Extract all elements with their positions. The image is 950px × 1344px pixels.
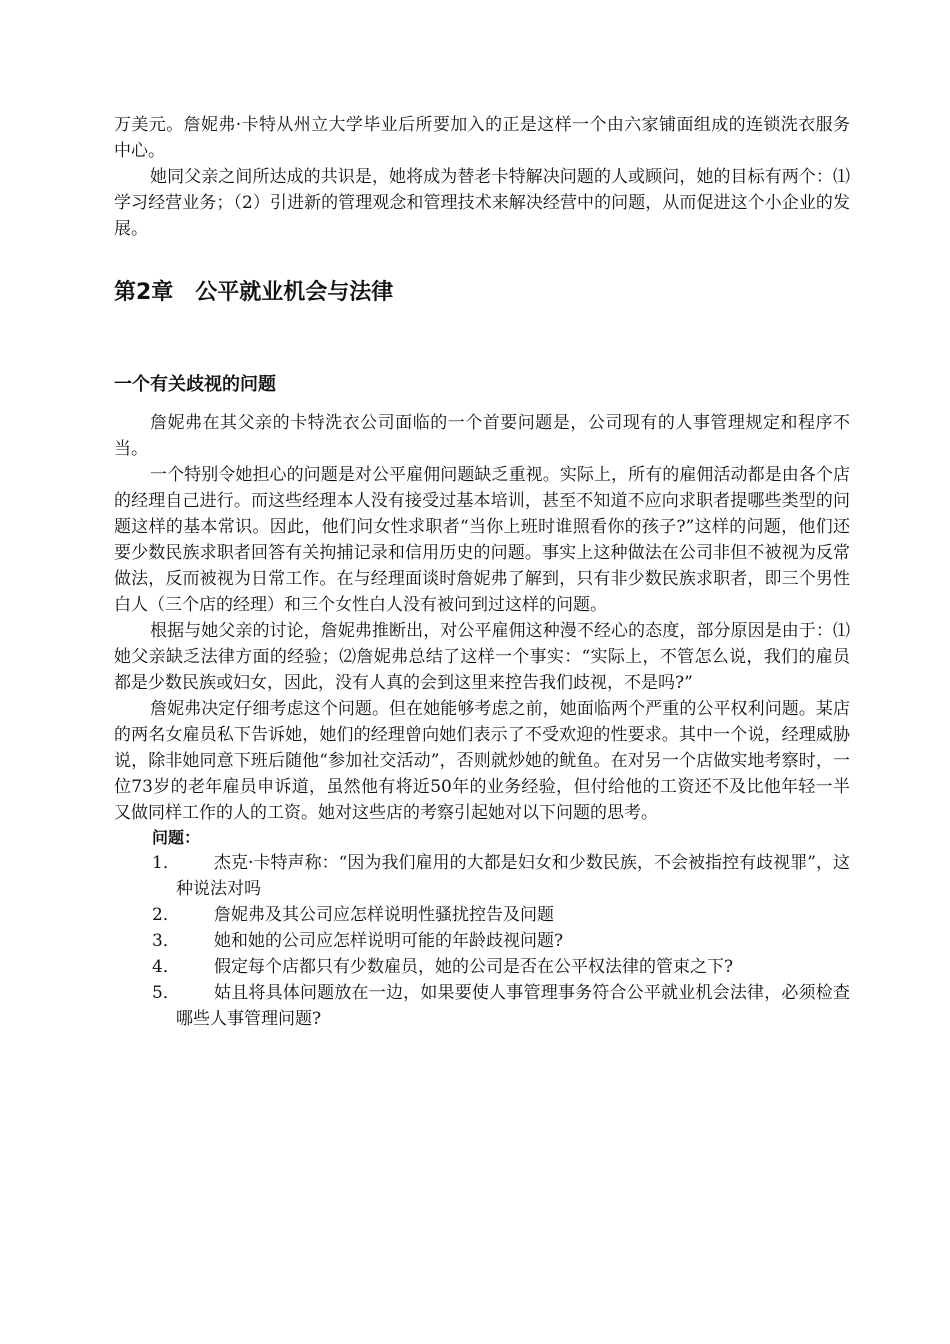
questions-heading: 问题： — [152, 828, 201, 847]
question-text: 假定每个店都只有少数雇员，她的公司是否在公平权法律的管束之下? — [214, 957, 734, 977]
question-text: 詹妮弗及其公司应怎样说明性骚扰控告及问题 — [214, 905, 554, 925]
question-number: 4． — [152, 957, 180, 977]
question-number: 3． — [152, 931, 180, 951]
question-item — [114, 902, 850, 928]
body-paragraph: 一个特别令她担心的问题是对公平雇佣问题缺乏重视。实际上，所有的雇佣活动都是由各个店的经理自己进行。而这些经理本人没有接受过基本培训，甚至不知道不应向求职者提哪些类型的问题这样的基本常识。因此，他们问女性求职者“当你上班时谁照看你的孩子?”这样的问题，他们还要少数民族求职者回答有关拘捕记录和信用历史的问题。事实上这种做法在公司非但不被视为反常做法，反而被视为日常工作。在与经理面谈时詹妮弗了解到，只有非少数民族求职者，即三个男性白人（三个店的经理）和三个女性白人没有被问到过这样的问题。 — [114, 465, 850, 615]
question-text: 她和她的公司应怎样说明可能的年龄歧视问题? — [214, 931, 564, 951]
body-paragraph: 詹妮弗在其父亲的卡特洗衣公司面临的一个首要问题是，公司现有的人事管理规定和程序不当。 — [114, 413, 850, 459]
intro-paragraph-2: 她同父亲之间所达成的共识是，她将成为替老卡特解决问题的人或顾问，她的目标有两个：⑴学习经营业务；（2）引进新的管理观念和管理技术来解决经营中的问题，从而促进这个小企业的发展。 — [114, 167, 850, 239]
section-title: 一个有关歧视的问题 — [114, 374, 276, 395]
document-page — [114, 112, 850, 1032]
question-number: 5． — [152, 983, 180, 1003]
intro-paragraph-1: 万美元。詹妮弗·卡特从州立大学毕业后所要加入的正是这样一个由六家铺面组成的连锁洗衣服务中心。 — [114, 115, 850, 161]
question-number: 1． — [152, 853, 180, 873]
body-paragraph: 根据与她父亲的讨论，詹妮弗推断出，对公平雇佣这种漫不经心的态度，部分原因是由于：⑴她父亲缺乏法律方面的经验；⑵詹妮弗总结了这样一个事实：“实际上，不管怎么说，我们的雇员都是少数民族或妇女，因此，没有人真的会到这里来控告我们歧视，不是吗?” — [114, 621, 850, 693]
questions-list — [114, 850, 850, 1032]
question-text: 姑且将具体问题放在一边，如果要使人事管理事务符合公平就业机会法律，必须检查哪些人事管理问题? — [176, 983, 850, 1029]
question-text: 杰克·卡特声称：“因为我们雇用的大都是妇女和少数民族，不会被指控有歧视罪”，这种说法对吗 — [176, 853, 850, 899]
body-paragraph: 詹妮弗决定仔细考虑这个问题。但在她能够考虑之前，她面临两个严重的公平权利问题。某店的两名女雇员私下告诉她，她们的经理曾向她们表示了不受欢迎的性要求。其中一个说，经理威胁说，除非她同意下班后随他“参加社交活动”，否则就炒她的鱿鱼。在对另一个店做实地考察时，一位73岁的老年雇员申诉道，虽然他有将近50年的业务经验，但付给他的工资还不及比他年轻一半又做同样工作的人的工资。她对这些店的考察引起她对以下问题的思考。 — [114, 699, 850, 823]
question-item — [114, 928, 850, 954]
question-number: 2． — [152, 905, 180, 925]
question-item — [114, 980, 850, 1032]
question-item — [114, 850, 850, 902]
question-item — [114, 954, 850, 980]
chapter-title: 第2章 公平就业机会与法律 — [114, 280, 394, 305]
